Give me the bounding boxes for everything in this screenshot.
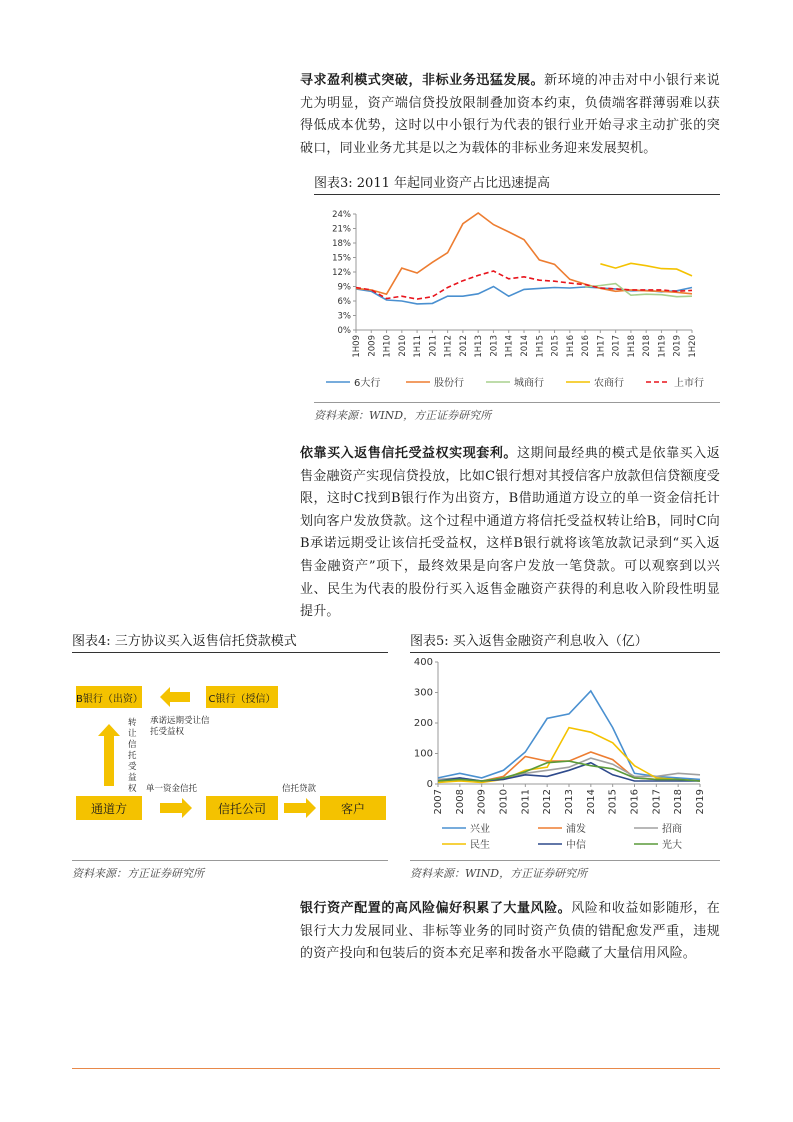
x-tick-label: 2007	[433, 789, 444, 815]
footer-divider	[72, 1068, 720, 1069]
legend-label: 民生	[470, 840, 490, 851]
x-tick-label: 2014	[585, 789, 597, 815]
up-arrow-icon	[98, 724, 120, 786]
x-tick-label: 2016	[629, 789, 641, 815]
x-tick-label: 1H10	[382, 335, 393, 358]
single-trust-label: 单一资金信托	[146, 784, 198, 794]
legend-label: 兴业	[470, 824, 490, 835]
legend-label: 城商行	[514, 378, 544, 389]
trust-loan-label: 信托贷款	[282, 784, 317, 794]
y-tick-label: 9%	[337, 282, 351, 293]
c-bank-box: C银行（授信）	[206, 686, 278, 708]
trust-company-box: 信托公司	[206, 796, 278, 820]
x-tick-label: 2017	[611, 335, 622, 357]
y-tick-label: 0%	[337, 326, 351, 336]
client-box: 客户	[320, 796, 386, 820]
x-tick-label: 1H20	[688, 335, 698, 358]
figure4-source: 资料来源：方正证券研究所	[72, 860, 388, 881]
x-tick-label: 2011	[428, 335, 439, 357]
legend-label: 光大	[662, 840, 682, 851]
legend-label: 招商	[662, 824, 682, 835]
right-arrow-icon	[160, 798, 192, 818]
channel-box: 通道方	[76, 796, 142, 820]
legend-label: 农商行	[594, 378, 624, 389]
y-tick-label: 100	[413, 748, 433, 760]
x-tick-label: 2016	[581, 335, 592, 357]
y-tick-label: 400	[413, 657, 433, 668]
x-tick-label: 2012	[542, 789, 554, 815]
paragraph-trust-arbitrage	[300, 443, 720, 624]
x-tick-label: 2008	[454, 789, 466, 815]
paragraph-heading: 银行资产配置的高风险偏好积累了大量风险。	[300, 901, 572, 916]
x-tick-label: 2013	[564, 789, 575, 815]
paragraph-heading: 依靠买入返售信托受益权实现套利。	[300, 446, 517, 461]
paragraph-body: 新环境的冲击对中小银行来说尤为明显，资产端信贷投放限制叠加资本约束，负债端客群薄弱难以获得低成本优势，这时以中小银行为代表的银行业开始寻求主动扩张的突破口，同业业务尤其是以之为载体的非标业务迎来发展契机。	[300, 73, 720, 156]
y-tick-label: 12%	[332, 268, 351, 278]
paragraph-nonstandard-growth	[300, 70, 720, 160]
x-tick-label: 2019	[695, 789, 706, 815]
paragraph-body: 这期间最经典的模式是依靠买入返售金融资产实现信贷投放，比如C银行想对其授信客户放款但信贷额度受限，这时C找到B银行作为出资方，B借助通道方设立的单一资金信托计划向客户发放贷款。这个过程中通道方将信托受益权转让给B，同时C向B承诺远期受让该信托受益权，这样B银行就将该笔放款记录到“买入返售金融资产”项下，最终效果是向客户发放一笔贷款。可以观察到以兴业、民生为代表的股份行买入返售金融资产获得的利息收入阶段性明显提升。	[300, 446, 720, 620]
x-tick-label: 2014	[520, 335, 530, 357]
legend-label: 股份行	[434, 378, 464, 389]
y-tick-label: 6%	[337, 297, 351, 307]
figure3-line-chart	[314, 200, 720, 400]
y-tick-label: 200	[413, 718, 433, 729]
x-tick-label: 2012	[458, 335, 469, 357]
y-tick-label: 21%	[332, 224, 351, 235]
series-line-兴业	[438, 691, 700, 779]
x-tick-label: 2010	[397, 335, 408, 357]
x-tick-label: 1H15	[535, 335, 546, 358]
series-line-民生	[438, 728, 700, 783]
x-tick-label: 1H12	[443, 335, 454, 358]
x-tick-label: 2013	[489, 335, 500, 357]
y-tick-label: 0	[426, 779, 433, 790]
paragraph-heading: 寻求盈利模式突破，非标业务迅猛发展。	[300, 73, 545, 88]
promise-label: 承诺远期受让信托受益权	[150, 716, 210, 737]
figure4-diagram	[72, 656, 388, 856]
x-tick-label: 2015	[607, 789, 619, 815]
x-tick-label: 2010	[498, 789, 510, 815]
x-tick-label: 1H09	[352, 335, 362, 358]
x-tick-label: 1H18	[626, 335, 637, 358]
x-tick-label: 2017	[651, 789, 663, 815]
y-tick-label: 15%	[332, 253, 351, 264]
x-tick-label: 2009	[476, 789, 488, 815]
x-tick-label: 1H11	[413, 335, 424, 358]
paragraph-risk	[300, 898, 720, 966]
x-tick-label: 1H19	[657, 335, 668, 358]
legend-label: 中信	[566, 840, 586, 851]
x-tick-label: 1H17	[596, 335, 607, 358]
legend-label: 上市行	[674, 378, 704, 389]
y-tick-label: 24%	[332, 210, 351, 220]
b-bank-box: B银行（出资）	[76, 686, 142, 708]
x-tick-label: 2018	[642, 335, 653, 357]
x-tick-label: 2019	[672, 335, 683, 357]
x-tick-label: 1H14	[504, 335, 515, 358]
y-tick-label: 300	[413, 687, 433, 699]
figure3-source: 资料来源：WIND，方正证券研究所	[314, 402, 720, 423]
left-arrow-icon	[160, 687, 190, 707]
figure5-line-chart	[410, 656, 720, 856]
series-line-股份行	[356, 213, 692, 294]
x-tick-label: 2015	[550, 335, 561, 357]
legend-label: 浦发	[566, 824, 586, 835]
figure5-title: 图表5: 买入返售金融资产利息收入（亿）	[410, 632, 720, 653]
figure5-source: 资料来源：WIND，方正证券研究所	[410, 860, 720, 881]
legend-label: 6大行	[354, 378, 381, 389]
y-tick-label: 3%	[337, 311, 351, 322]
x-tick-label: 2009	[367, 335, 378, 357]
right-arrow-icon	[284, 798, 316, 818]
paragraph-body: 风险和收益如影随形，在银行大力发展同业、非标等业务的同时资产负债的错配愈发严重，违规的资产投向和包装后的资本充足率和拨备水平隐藏了大量信用风险。	[300, 901, 720, 962]
x-tick-label: 1H13	[474, 335, 485, 358]
x-tick-label: 2011	[520, 789, 532, 815]
transfer-label: 转让信托受益权	[128, 718, 137, 794]
y-tick-label: 18%	[332, 239, 351, 249]
x-tick-label: 2018	[673, 789, 685, 815]
series-line-农商行	[600, 263, 692, 276]
figure3-title: 图表3: 2011 年起同业资产占比迅速提高	[314, 174, 720, 195]
x-tick-label: 1H16	[565, 335, 576, 358]
figure4-title: 图表4: 三方协议买入返售信托贷款模式	[72, 632, 388, 653]
